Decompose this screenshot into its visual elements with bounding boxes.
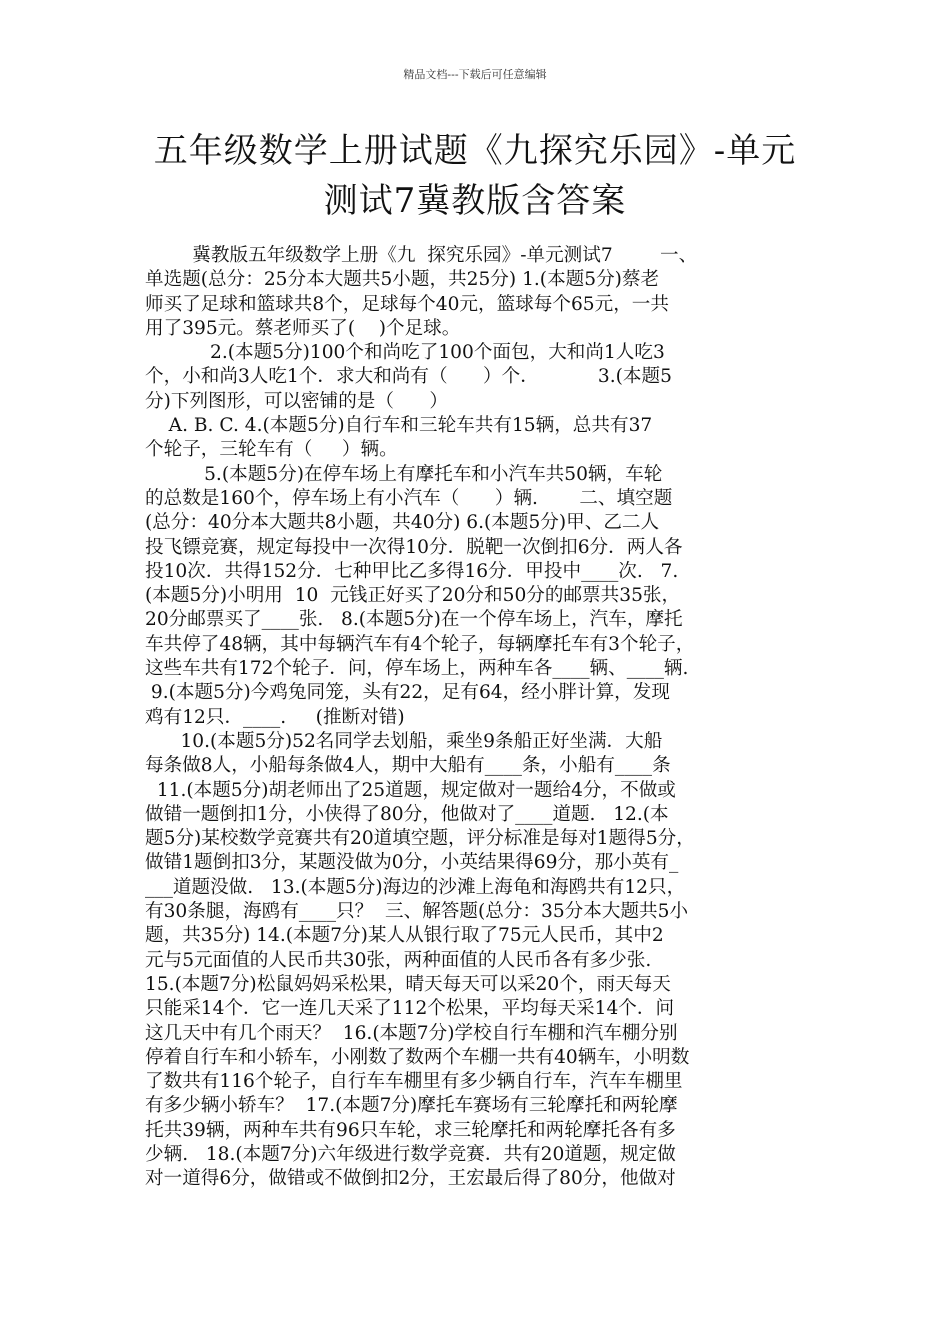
- text-line: 题5分)某校数学竞赛共有20道填空题，评分标准是每对1题得5分，: [145, 828, 695, 850]
- document-title: [120, 126, 830, 226]
- text-line: 题，共35分) 14.(本题7分)某人从银行取了75元人民币，其中2: [145, 925, 664, 947]
- text-line: 分)下列图形，可以密铺的是（ ）: [145, 390, 449, 412]
- text-line: 有30条腿，海鸥有____只？ 三、解答题(总分：35分本大题共5小: [145, 901, 689, 923]
- text-line: 11.(本题5分)胡老师出了25道题，规定做对一题给4分，不做或: [145, 779, 676, 801]
- text-line: 有多少辆小轿车？ 17.(本题7分)摩托车赛场有三轮摩托和两轮摩: [145, 1095, 678, 1117]
- text-line: 这些车共有172个轮子．问，停车场上，两种车各____辆、____辆.: [145, 658, 689, 680]
- text-line: 9.(本题5分)今鸡兔同笼，头有22，足有64，经小胖计算，发现: [145, 682, 670, 704]
- text-line: 只能采14个．它一连几天采了112个松果，平均每天采14个．问: [145, 998, 675, 1020]
- text-line: 车共停了48辆，其中每辆汽车有4个轮子，每辆摩托车有3个轮子，: [145, 633, 695, 655]
- text-line: 每条做8人，小船每条做4人，期中大船有____条，小船有____条: [145, 755, 671, 777]
- text-line: 少辆. 18.(本题7分)六年级进行数学竞赛．共有20道题，规定做: [145, 1143, 676, 1165]
- text-line: 个，小和尚3人吃1个．求大和尚有（ ）个． 3.(本题5: [145, 366, 672, 388]
- text-line: (本题5分)小明用 10 元钱正好买了20分和50分的邮票共35张，: [145, 585, 681, 607]
- text-line: 师买了足球和篮球共8个，足球每个40元，篮球每个65元，一共: [145, 293, 669, 315]
- text-line: 20分邮票买了____张. 8.(本题5分)在一个停车场上，汽车，摩托: [145, 609, 683, 631]
- text-line: 投飞镖竞赛，规定每投中一次得10分．脱靶一次倒扣6分．两人各: [145, 536, 683, 558]
- header-note: 精品文档---下载后可任意编辑: [403, 68, 547, 81]
- text-line: 鸡有12只．____. (推断对错): [145, 706, 405, 728]
- text-line: 10.(本题5分)52名同学去划船，乘坐9条船正好坐满．大船: [145, 730, 663, 752]
- body-text: [145, 244, 808, 1192]
- text-line: 做错一题倒扣1分，小侠得了80分，他做对了____道题. 12.(本: [145, 803, 669, 825]
- text-line: 2.(本题5分)100个和尚吃了100个面包，大和尚1人吃3: [145, 342, 665, 364]
- text-line: 5.(本题5分)在停车场上有摩托车和小汽车共50辆，车轮: [145, 463, 663, 485]
- text-line: 冀教版五年级数学上册《九 探究乐园》-单元测试7 一、: [145, 245, 698, 266]
- title-line: 五年级数学上册试题《九探究乐园》-单元: [153, 131, 797, 171]
- text-line: ___道题没做. 13.(本题5分)海边的沙滩上海龟和海鸥共有12只，: [145, 876, 686, 898]
- text-line: 这几天中有几个雨天？ 16.(本题7分)学校自行车棚和汽车棚分别: [145, 1022, 678, 1044]
- text-line: 投10次．共得152分．七种甲比乙多得16分．甲投中____次. 7.: [145, 560, 679, 582]
- text-line: 停着自行车和小轿车，小刚数了数两个车棚一共有40辆车，小明数: [145, 1046, 690, 1068]
- text-line: 单选题(总分：25分本大题共5小题，共25分) 1.(本题5分)蔡老: [145, 269, 660, 291]
- text-line: 用了395元。蔡老师买了( )个足球。: [145, 317, 461, 339]
- text-line: 了数共有116个轮子，自行车车棚里有多少辆自行车，汽车车棚里: [145, 1071, 683, 1093]
- text-line: 托共39辆，两种车共有96只车轮，求三轮摩托和两轮摩托各有多: [145, 1119, 676, 1141]
- text-line: A. B. C. 4.(本题5分)自行车和三轮车共有15辆，总共有37: [145, 415, 653, 437]
- text-line: 做错1题倒扣3分，某题没做为0分，小英结果得69分，那小英有_: [145, 852, 679, 874]
- title-line: 测试7冀教版含答案: [323, 181, 627, 221]
- text-line: 元与5元面值的人民币共30张，两种面值的人民币各有多少张.: [145, 949, 652, 971]
- text-line: 对一道得6分，做错或不做倒扣2分，王宏最后得了80分，他做对: [145, 1168, 676, 1190]
- text-line: 15.(本题7分)松鼠妈妈采松果，晴天每天可以采20个，雨天每天: [145, 973, 671, 995]
- text-line: 个轮子，三轮车有（ ）辆。: [145, 439, 398, 461]
- text-line: 的总数是160个，停车场上有小汽车（ ）辆. 二、填空题: [145, 487, 673, 509]
- text-line: (总分：40分本大题共8小题，共40分) 6.(本题5分)甲、乙二人: [145, 512, 660, 534]
